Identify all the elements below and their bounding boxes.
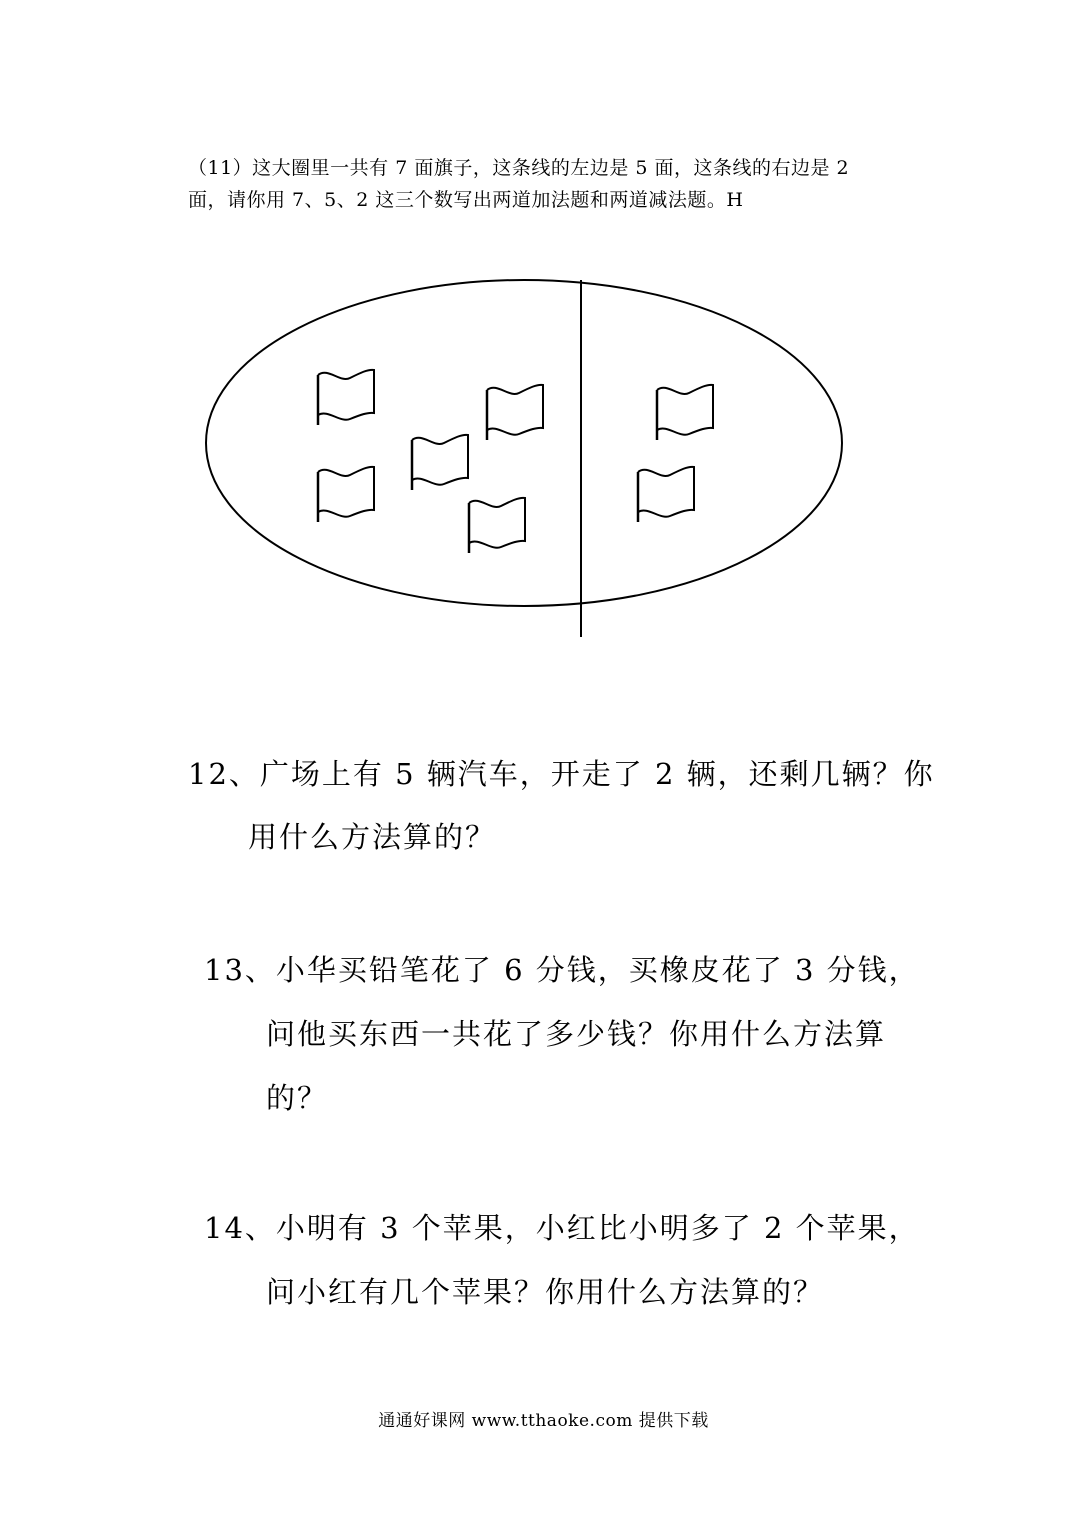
question-14-line-1: 14、小明有 3 个苹果，小红比小明多了 2 个苹果， (204, 1211, 920, 1245)
flag-icon (469, 498, 525, 553)
question-12-line-1: 12、广场上有 5 辆汽车，开走了 2 辆，还剩几辆？你 (188, 757, 935, 791)
flag-icon (638, 467, 694, 522)
question-11-line-2: 面，请你用 7、5、2 这三个数写出两道加法题和两道减法题。H (188, 189, 744, 211)
big-circle (206, 280, 842, 606)
flag-ellipse-diagram (0, 0, 1087, 700)
question-13-line-2: 问他买东西一共花了多少钱？你用什么方法算 (266, 1017, 887, 1051)
flag-icon (412, 435, 468, 490)
flag-icon (487, 385, 543, 440)
footer-credit: 通通好课网 www.tthaoke.com 提供下载 (378, 1411, 709, 1431)
question-13-line-1: 13、小华买铅笔花了 6 分钱，买橡皮花了 3 分钱， (204, 953, 920, 987)
question-14-line-2: 问小红有几个苹果？你用什么方法算的？ (266, 1275, 825, 1309)
question-11-line-1: （11）这大圈里一共有 7 面旗子，这条线的左边是 5 面，这条线的右边是 2 (188, 157, 850, 179)
question-13-line-3: 的？ (266, 1081, 329, 1115)
flag-icon (318, 467, 374, 522)
flag-icon (318, 370, 374, 425)
flag-icon (657, 385, 713, 440)
question-12-line-2: 用什么方法算的？ (248, 820, 497, 854)
